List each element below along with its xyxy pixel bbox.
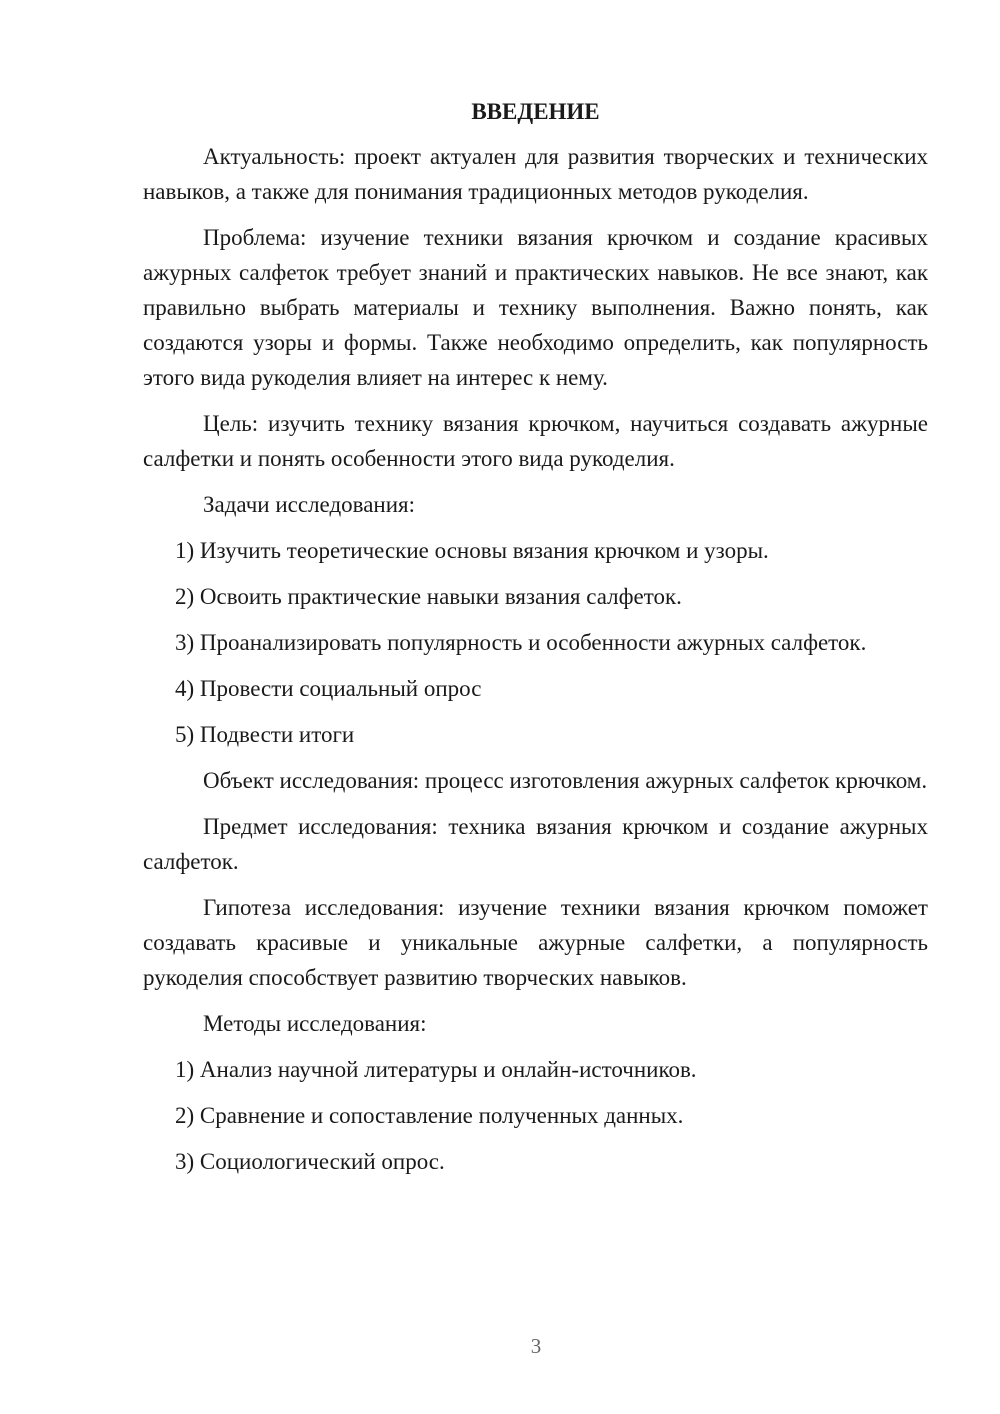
- task-item: 4) Провести социальный опрос: [175, 676, 482, 701]
- method-item: 1) Анализ научной литературы и онлайн-источников.: [175, 1057, 697, 1082]
- problem-paragraph: Проблема: изучение техники вязания крючком и создание красивых ажурных салфеток требует знаний и практических навыков. Не все знают, как правильно выбрать материалы и технику выполнения. Важно понять, как создаются узоры и формы. Также необходимо определить, как популярность этого вида рукоделия влияет на интерес к нему.: [143, 225, 928, 390]
- relevance-paragraph: Актуальность: проект актуален для развития творческих и технических навыков, а также для понимания традиционных методов рукоделия.: [143, 144, 928, 204]
- hypothesis-paragraph: Гипотеза исследования: изучение техники вязания крючком поможет создавать красивые и уникальные ажурные салфетки, а популярность рукоделия способствует развитию творческих навыков.: [143, 895, 928, 990]
- task-item: 2) Освоить практические навыки вязания салфеток.: [175, 584, 682, 609]
- page-title: ВВЕДЕНИЕ: [471, 99, 600, 124]
- tasks-heading: Задачи исследования:: [203, 492, 416, 517]
- task-item: 5) Подвести итоги: [175, 722, 355, 747]
- page-number: 3: [530, 1334, 542, 1358]
- task-item: 3) Проанализировать популярность и особенности ажурных салфеток.: [175, 630, 867, 655]
- method-item: 3) Социологический опрос.: [175, 1149, 445, 1174]
- page-content: [143, 94, 928, 1190]
- method-item: 2) Сравнение и сопоставление полученных данных.: [175, 1103, 684, 1128]
- object-paragraph: Объект исследования: процесс изготовления ажурных салфеток крючком.: [203, 768, 928, 793]
- task-item: 1) Изучить теоретические основы вязания крючком и узоры.: [175, 538, 769, 563]
- subject-paragraph: Предмет исследования: техника вязания крючком и создание ажурных салфеток.: [143, 814, 928, 874]
- methods-heading: Методы исследования:: [203, 1011, 427, 1036]
- goal-paragraph: Цель: изучить технику вязания крючком, научиться создавать ажурные салфетки и понять особенности этого вида рукоделия.: [143, 411, 928, 471]
